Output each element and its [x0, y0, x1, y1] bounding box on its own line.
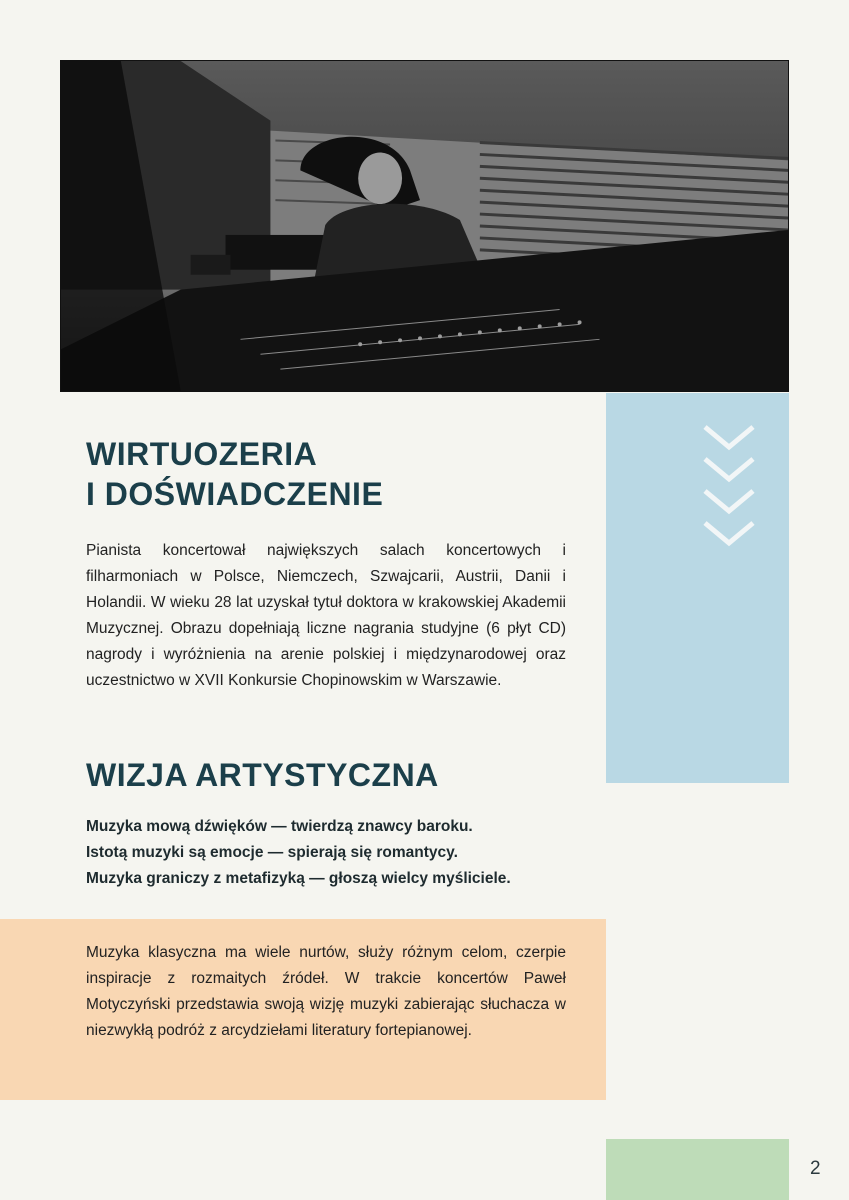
decor-green-panel — [606, 1139, 789, 1200]
quote-item: Muzyka graniczy z metafizyką — głoszą wielcy myśliciele. — [86, 870, 511, 887]
decor-blue-panel — [606, 393, 789, 783]
hero-photo — [60, 60, 789, 392]
section-title-vision: WIZJA ARTYSTYCZNA — [86, 757, 439, 793]
quote-list — [86, 814, 511, 892]
chevron-stack — [703, 423, 755, 552]
pianist-photo-illustration — [61, 61, 788, 391]
quote-item: Istotą muzyki są emocje — spierają się romantycy. — [86, 844, 458, 861]
callout-paragraph: Muzyka klasyczna ma wiele nurtów, służy różnym celom, czerpie inspiracje z rozmaitych źródeł. W trakcie koncertów Paweł Motyczyński przedstawia swoją wizję muzyki zabierając słuchacza w niezwykłą podróż z arcydziełami literatury fortepianowej. — [86, 944, 566, 1039]
section-title-virtuosity — [86, 434, 383, 514]
title-line-2: I DOŚWIADCZENIE — [86, 476, 384, 512]
page-number: 2 — [810, 1158, 821, 1179]
quote-item: Muzyka mową dźwięków — twierdzą znawcy baroku. — [86, 818, 473, 835]
chevron-down-icon — [703, 423, 755, 547]
virtuosity-paragraph: Pianista koncertował największych salach koncertowych i filharmoniach w Polsce, Niemczech, Szwajcarii, Austrii, Danii i Holandii. W wieku 28 lat uzyskał tytuł doktora w krakowskiej Akademii Muzycznej. Obrazu dopełniają liczne nagrania studyjne (6 płyt CD) nagrody i wyróżnienia na arenie polskiej i międzynarodowej oraz uczestnictwo w XVII Konkursie Chopinowskim w Warszawie. — [86, 542, 566, 689]
title-line-1: WIRTUOZERIA — [86, 436, 318, 472]
